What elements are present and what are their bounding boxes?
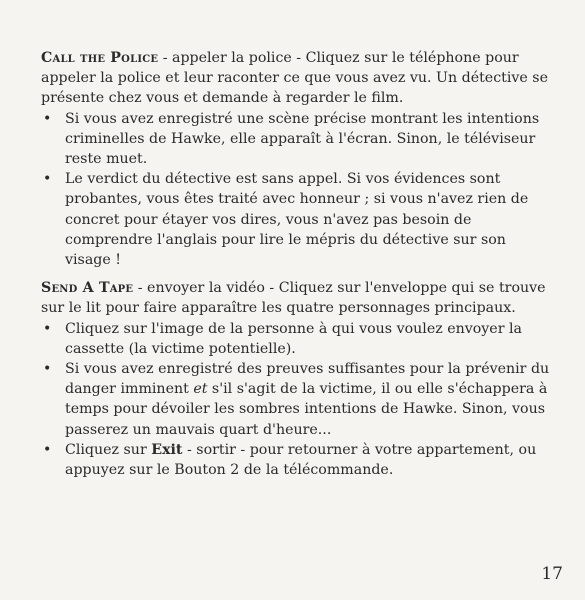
exit-keyword: Exit xyxy=(151,441,183,458)
section-intro-text: - envoyer la vidéo - Cliquez sur l'enveloppe qui se trouve sur le lit pour faire apparaître les quatre personnages principaux. xyxy=(41,280,546,317)
bullet-icon: • xyxy=(43,171,52,188)
list-item xyxy=(41,440,553,480)
list-item xyxy=(41,169,553,270)
bullet-icon: • xyxy=(43,361,52,378)
section-heading: Call the Police xyxy=(41,50,159,66)
list-item xyxy=(41,359,553,440)
section-send-tape-intro xyxy=(41,278,553,318)
list-item xyxy=(41,319,553,359)
bullet-icon: • xyxy=(43,441,52,458)
list-item-text: Si vous avez enregistré des preuves suffisantes pour la prévenir du danger imminent xyxy=(65,361,550,398)
list-item-text: Cliquez sur xyxy=(65,441,152,458)
bullet-icon: • xyxy=(43,110,52,127)
page-body xyxy=(41,48,553,480)
bullet-icon: • xyxy=(43,320,52,337)
emphasis-text: et xyxy=(193,381,208,398)
bullet-list xyxy=(41,319,553,481)
bullet-list xyxy=(41,109,553,271)
section-heading: Send A Tape xyxy=(41,280,134,297)
list-item-text: - sortir - pour retourner à votre appartement, ou appuyez sur le Bouton 2 de la télécommande. xyxy=(65,441,537,479)
page-number: 17 xyxy=(541,564,563,584)
list-item xyxy=(41,109,553,170)
list-item-text: Le verdict du détective est sans appel. Si vos évidences sont probantes, vous êtes traité avec honneur ; si vous n'avez rien de concret pour étayer vos dires, vous n'avez pas besoin de comprendre l'anglais pour lire le mépris du détective sur son visage ! xyxy=(65,171,529,269)
list-item-text: Cliquez sur l'image de la personne à qui vous voulez envoyer la cassette (la victime potentielle). xyxy=(65,320,522,357)
section-intro-text: - appeler la police - Cliquez sur le téléphone pour appeler la police et leur raconter ce que vous avez vu. Un détective se présente chez vous et demande à regarder le film. xyxy=(41,50,548,107)
section-call-police-intro xyxy=(41,48,553,109)
list-item-text: s'il s'agit de la victime, il ou elle s'échappera à temps pour dévoiler les sombres intentions de Hawke. Sinon, vous passerez un mauvais quart d'heure... xyxy=(65,381,548,438)
list-item-text: Si vous avez enregistré une scène précise montrant les intentions criminelles de Hawke, elle apparaît à l'écran. Sinon, le téléviseur reste muet. xyxy=(65,110,540,168)
